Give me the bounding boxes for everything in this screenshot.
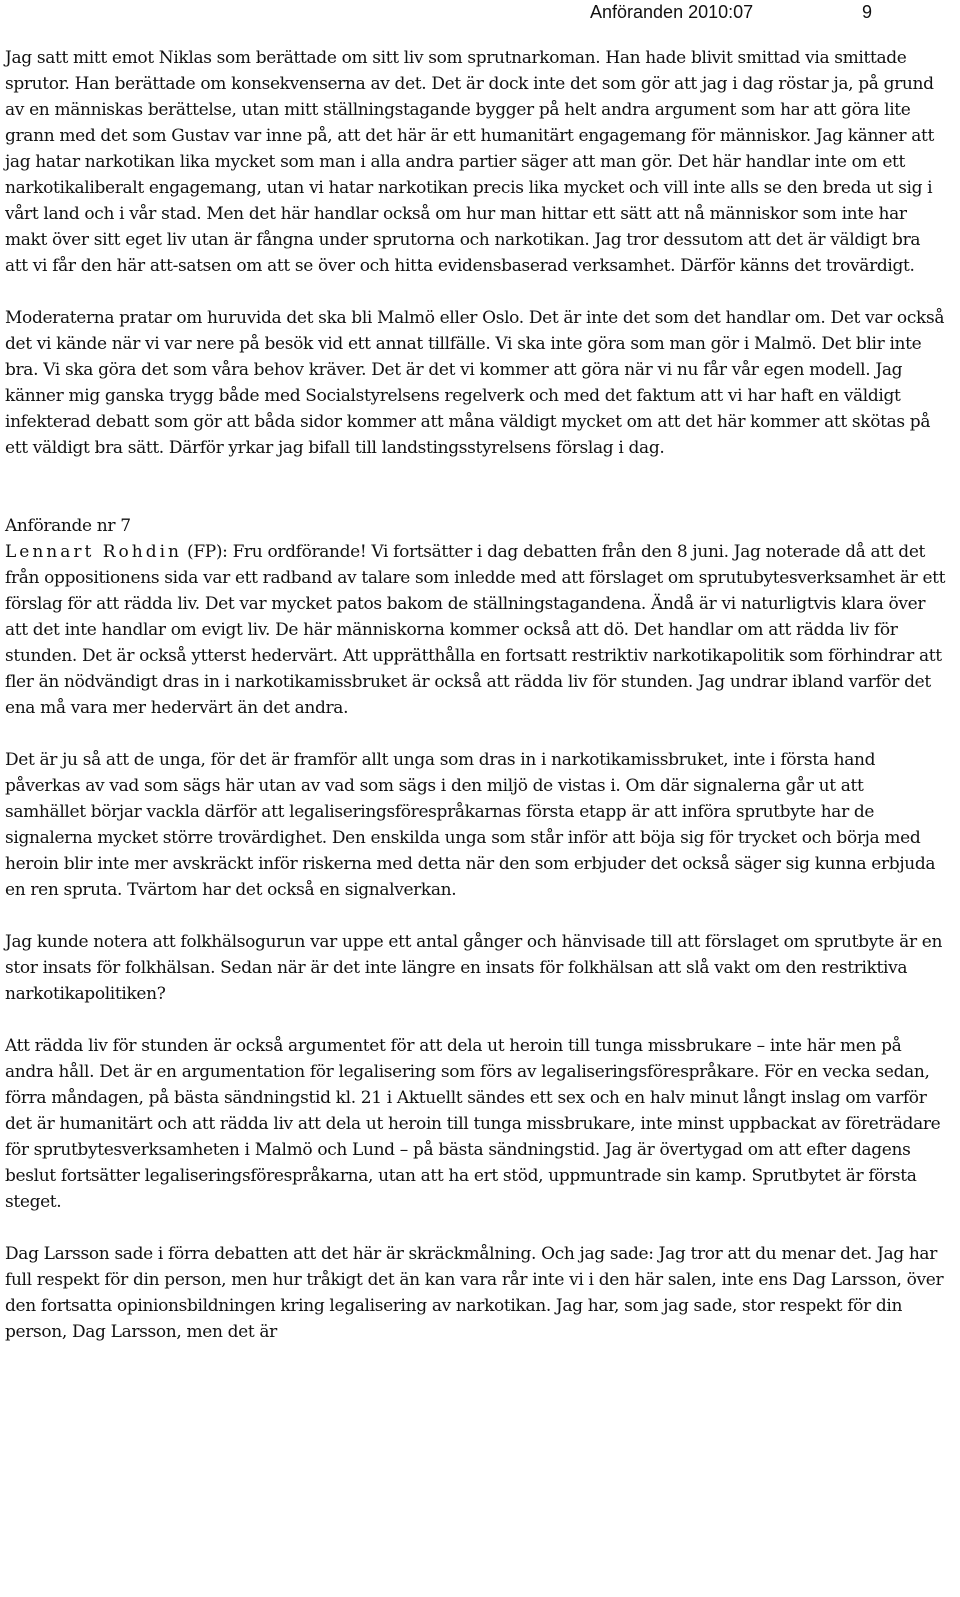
paragraph: Jag satt mitt emot Niklas som berättade om sitt liv som sprutnarkoman. Han hade blivit smittad via smittade sprutor. Han berättade om konsekvenserna av det. Det är dock inte det som gör att jag i dag röstar ja, på grund av en människas berättelse, utan mitt ställningstagande bygger på helt andra argument som har att göra lite grann med det som Gustav var inne på, att det här är ett humanitärt engagemang för människor. Jag känner att jag hatar narkotikan lika mycket som man i alla andra partier säger att man gör. Det här handlar inte om ett narkotikaliberalt engagemang, utan vi hatar narkotikan precis lika mycket och vill inte alls se den breda ut sig i vårt land och i vår stad. Men det här handlar också om hur man hittar ett sätt att nå människor som inte har makt över sitt eget liv utan är fångna under sprutorna och narkotikan. Jag tror dessutom att det är väldigt bra att vi får den här att-satsen om att se över och hitta evidensbaserad verksamhet. Därför känns det trovärdigt. [5, 48, 934, 276]
paragraph: Att rädda liv för stunden är också argumentet för att dela ut heroin till tunga missbrukare – inte här men på andra håll. Det är en argumentation för legalisering som förs av legaliseringsförespråkare. För en vecka sedan, förra måndagen, på bästa sändningstid kl. 21 i Aktuellt sändes ett sex och en halv minut långt inslag om varför det är humanitärt och att rädda liv att dela ut heroin till tunga missbrukare, inte minst uppbackat av företrädare för sprutbytesverksamheten i Malmö och Lund – på bästa sändningstid. Jag är övertygad om att efter dagens beslut fortsätter legaliseringsförespråkarna, utan att ha ert stöd, uppmuntrade sin kamp. Sprutbytet är första steget. [5, 1036, 941, 1212]
page-header [0, 0, 960, 26]
header-title: Anföranden 2010:07 [590, 2, 754, 22]
paragraph: Jag kunde notera att folkhälsogurun var uppe ett antal gånger och hänvisade till att förslaget om sprutbyte är en stor insats för folkhälsan. Sedan när är det inte längre en insats för folkhälsan att slå vakt om den restriktiva narkotikapolitiken? [5, 932, 943, 1004]
speech-paragraph [5, 539, 947, 721]
paragraph: Moderaterna pratar om huruvida det ska bli Malmö eller Oslo. Det är inte det som det handlar om. Det var också det vi kände när vi var nere på besök vid ett annat tillfälle. Vi ska inte göra som man gör i Malmö. Det blir inte bra. Vi ska göra det som våra behov kräver. Det är det vi kommer att göra när vi nu får vår egen modell. Jag känner mig ganska trygg både med Socialstyrelsens regelverk och med det faktum att vi har haft en väldigt infekterad debatt som gör att båda sidor kommer att måna väldigt mycket om att det här kommer att skötas på ett väldigt bra sätt. Därför yrkar jag bifall till landstingsstyrelsens förslag i dag. [5, 308, 945, 458]
speech-heading: Anförande nr 7 [5, 516, 131, 536]
speaker-name: Lennart Rohdin [5, 542, 182, 562]
page-number: 9 [862, 2, 873, 22]
speech-text: (FP): Fru ordförande! Vi fortsätter i dag debatten från den 8 juni. Jag noterade då att det från oppositionens sida var ett radband av talare som inledde med att förslaget om sprutubytesverksamhet är ett förslag för att rädda liv. Det var mycket patos bakom de ställningstagandena. Ändå är vi naturligtvis klara över att det inte handlar om evigt liv. De här människorna kommer också att dö. Det handlar om att rädda liv för stunden. Det är också ytterst hedervärt. Att upprätthålla en fortsatt restriktiv narkotikapolitik som förhindrar att fler än nödvändigt dras in i narkotikamissbruket är också att rädda liv för stunden. Jag undrar ibland varför det ena må vara mer hedervärt än det andra. [5, 542, 946, 718]
document-body [5, 45, 947, 1345]
paragraph: Det är ju så att de unga, för det är framför allt unga som dras in i narkotikamissbruket, inte i första hand påverkas av vad som sägs här utan av vad som sägs i den miljö de vistas i. Om där signalerna går ut att samhället börjar vackla därför att legaliseringsförespråkarnas första etapp är att införa sprutbyte har de signalerna mycket större trovärdighet. Den enskilda unga som står inför att böja sig för trycket och börja med heroin blir inte mer avskräckt inför riskerna med detta när den som erbjuder det också säger sig kunna erbjuda en ren spruta. Tvärtom har det också en signalverkan. [5, 750, 936, 900]
paragraph: Dag Larsson sade i förra debatten att det här är skräckmålning. Och jag sade: Jag tror att du menar det. Jag har full respekt för din person, men hur tråkigt det än kan vara rår inte vi i den här salen, inte ens Dag Larsson, över den fortsatta opinionsbildningen kring legalisering av narkotikan. Jag har, som jag sade, stor respekt för din person, Dag Larsson, men det är [5, 1244, 944, 1342]
